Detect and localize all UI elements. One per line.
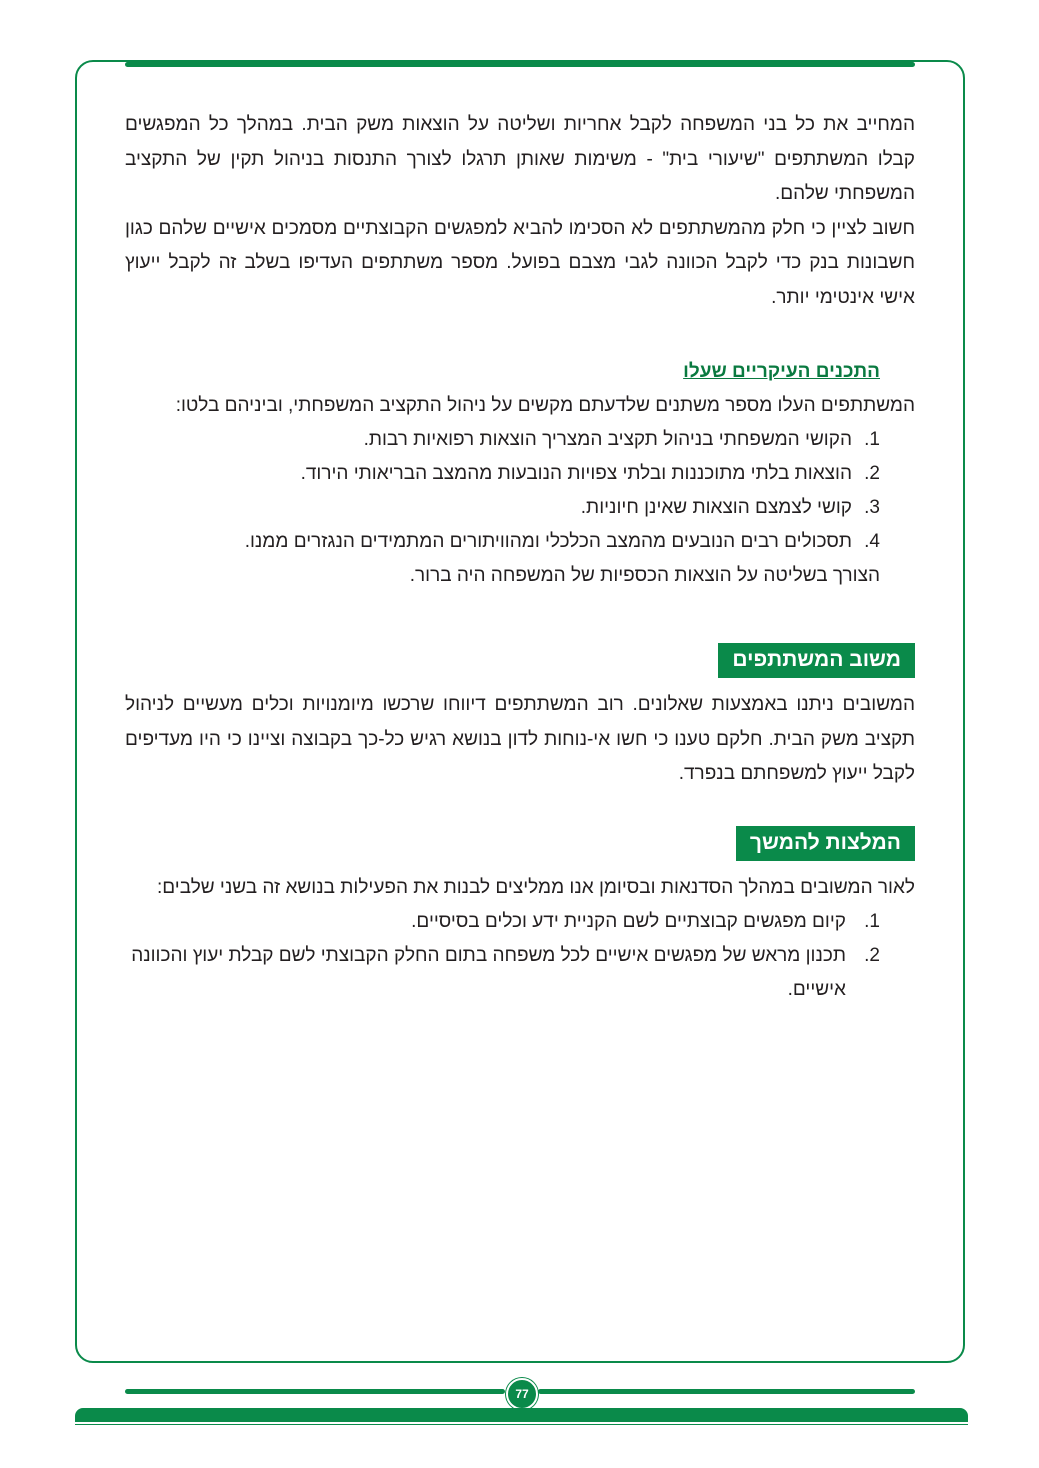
intro-paragraph: המחייב את כל בני המשפחה לקבל אחריות ושליטה על הוצאות משק הבית. במהלך כל המפגשים קבלו המשתתפים "שיעורי בית" - משימות שאותן תרגלו לצורך התנסות בניהול תקין של התקציב המשפחתי שלהם. (125, 114, 915, 204)
list-item-number: 2. (864, 463, 880, 484)
issues-intro: המשתתפים העלו מספר משתנים שלדעתם מקשים על ניהול התקציב המשפחתי, וביניהם בלטו: (175, 395, 915, 416)
page-content (125, 108, 915, 1007)
list-item-number: 4. (864, 531, 880, 552)
recommendations-list (125, 905, 915, 1007)
list-item-text: הוצאות בלתי מתוכננות ובלתי צפויות הנובעות מהמצב הבריאותי הירוד. (300, 463, 852, 484)
footer-divider-right (538, 1389, 915, 1394)
footer-line (75, 1424, 968, 1425)
feedback-paragraph: המשובים ניתנו באמצעות שאלונים. רוב המשתתפים דיווחו שרכשו מיומנויות וכלים מעשיים לניהול תקציב משק הבית. חלקם טענו כי חשו אי-נוחות לדון בנושא רגיש כל-כך בקבוצה וציינו כי היו מעדיפים לקבל ייעוץ למשפחתם בנפרד. (125, 694, 915, 784)
feedback-heading: משוב המשתתפים (718, 643, 915, 678)
issues-list (125, 423, 915, 559)
list-item (125, 939, 880, 1007)
list-item-text: קושי לצמצם הוצאות שאינן חיוניות. (580, 497, 852, 518)
list-item-number: 1. (864, 429, 880, 450)
footer-bar (75, 1408, 968, 1422)
issues-heading: התכנים העיקריים שעלו (683, 361, 880, 382)
intro-paragraph: חשוב לציין כי חלק מהמשתתפים לא הסכימו להביא למפגשים הקבוצתיים מסמכים אישיים שלהם כגון חשבונות בנק כדי לקבל הכוונה לגבי מצבם בפועל. מספר משתתפים העדיפו בשלב זה לקבל ייעוץ אישי אינטימי יותר. (125, 217, 915, 308)
recommendations-intro: לאור המשובים במהלך הסדנאות ובסיומן אנו ממליצים לבנות את הפעילות בנושא זה בשני שלבים: (157, 876, 915, 898)
page-number: 77 (506, 1378, 538, 1410)
list-item-number: 2. (864, 944, 880, 966)
list-item (125, 525, 880, 559)
list-item-text: תכנון מראש של מפגשים אישיים לכל משפחה בתום החלק הקבוצתי לשם קבלת יעוץ והכוונה אישיים. (131, 944, 846, 1000)
list-item (125, 491, 880, 525)
list-item-text: קיום מפגשים קבוצתיים לשם הקניית ידע וכלים בסיסיים. (411, 910, 846, 932)
list-item (125, 457, 880, 491)
issues-closing: הצורך בשליטה על הוצאות הכספיות של המשפחה היה ברור. (409, 565, 880, 586)
list-item (125, 905, 880, 939)
recommendations-heading: המלצות להמשך (736, 826, 915, 861)
footer-divider-left (125, 1389, 505, 1394)
top-divider (125, 62, 915, 67)
list-item-text: תסכולים רבים הנובעים מהמצב הכלכלי ומהוויתורים המתמידים הנגזרים ממנו. (244, 531, 852, 552)
list-item-text: הקושי המשפחתי בניהול תקציב המצריך הוצאות רפואיות רבות. (363, 429, 852, 450)
list-item-number: 1. (864, 910, 880, 932)
list-item-number: 3. (864, 497, 880, 518)
list-item (125, 423, 880, 457)
